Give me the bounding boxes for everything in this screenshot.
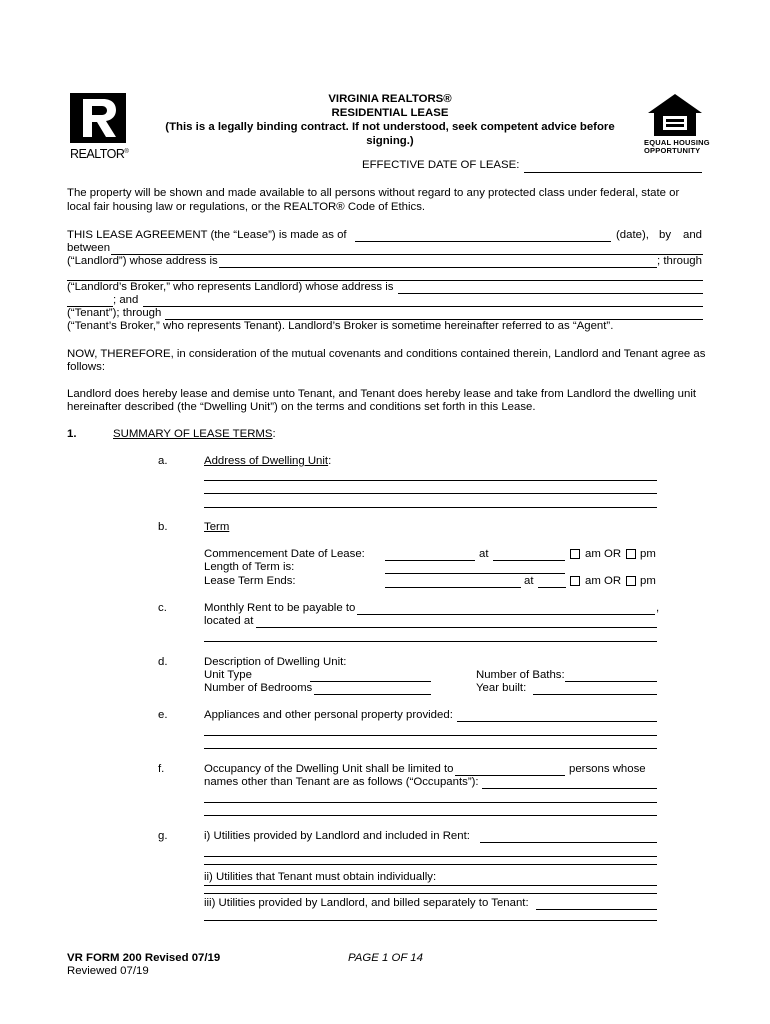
ends-at: at [524, 575, 534, 587]
commencement-at: at [479, 548, 489, 560]
realtor-logo-text: REALTOR® [70, 147, 129, 162]
landlord-broker-label: (“Landlord’s Broker,” who represents Landlord) whose address is [67, 281, 394, 293]
bedrooms-label: Number of Bedrooms [204, 682, 313, 694]
form-id: VR FORM 200 Revised 07/19 [67, 952, 221, 964]
utilities-included-line-2[interactable] [204, 856, 657, 857]
warning-line-1: (This is a legally binding contract. If not understood, seek competent advice before [165, 121, 615, 133]
ends-time-field[interactable] [538, 587, 566, 588]
item-b-label: Term [204, 521, 230, 533]
org-name: VIRGINIA REALTORS® [328, 93, 452, 105]
effective-date-field[interactable] [524, 172, 702, 173]
occupants-field[interactable] [482, 788, 657, 789]
address-line-3[interactable] [204, 507, 657, 508]
landlord-broker-address-field[interactable] [398, 293, 703, 294]
tenant-through-label: (“Tenant”); through [67, 307, 162, 319]
equal-housing-icon [646, 93, 704, 137]
year-built-label: Year built: [476, 682, 527, 694]
tenant-name-field[interactable] [143, 306, 703, 307]
appliances-line-2[interactable] [204, 735, 657, 736]
agreement-date-label: (date), [616, 229, 649, 241]
tenant-broker-text: (“Tenant’s Broker,” who represents Tenant). Landlord’s Broker is sometime hereinafter referred to as “Agent”. [67, 320, 614, 332]
address-line-2[interactable] [204, 493, 657, 494]
ends-am-label: am OR [585, 575, 622, 587]
item-e-letter: e. [158, 709, 168, 721]
landlord-address-label: (“Landlord”) whose address is [67, 255, 218, 267]
description-label: Description of Dwelling Unit: [204, 656, 347, 668]
realtor-r-icon [70, 93, 126, 143]
ends-label: Lease Term Ends: [204, 575, 296, 587]
eho-text-2: OPPORTUNITY [644, 146, 701, 155]
item-d-letter: d. [158, 656, 168, 668]
ends-pm-checkbox[interactable] [626, 576, 636, 586]
ends-am-checkbox[interactable] [570, 576, 580, 586]
item-f-letter: f. [158, 763, 165, 775]
appliances-label: Appliances and other personal property provided: [204, 709, 453, 721]
landlord-address-field[interactable] [219, 267, 657, 268]
item-a-letter: a. [158, 455, 168, 467]
year-built-field[interactable] [533, 694, 657, 695]
agreement-and: and [683, 229, 703, 241]
commencement-am-checkbox[interactable] [570, 549, 580, 559]
commencement-am-label: am OR [585, 548, 622, 560]
realtor-logo [70, 93, 126, 143]
unit-type-label: Unit Type [204, 669, 252, 681]
baths-label: Number of Baths: [476, 669, 565, 681]
address-line-1[interactable] [204, 480, 657, 481]
through-label: ; through [657, 255, 702, 267]
persons-whose-label: persons whose [569, 763, 646, 775]
fair-housing-line-2: local fair housing law or regulations, or the REALTOR® Code of Ethics. [67, 201, 426, 213]
agreement-date-field[interactable] [355, 241, 611, 242]
now-therefore-line-1: NOW, THEREFORE, in consideration of the mutual covenants and conditions contained therein, Landlord and Tenant agree as [67, 348, 706, 360]
utilities-tenant-label: ii) Utilities that Tenant must obtain individually: [204, 871, 437, 883]
warning-line-2: signing.) [366, 135, 414, 147]
occupancy-label: Occupancy of the Dwelling Unit shall be limited to [204, 763, 454, 775]
fair-housing-line-1: The property will be shown and made available to all persons without regard to any protected class under federal, state or [67, 187, 680, 199]
rent-payee-field[interactable] [357, 614, 655, 615]
length-label: Length of Term is: [204, 561, 295, 573]
item-g-letter: g. [158, 830, 168, 842]
utilities-included-field[interactable] [480, 842, 657, 843]
now-therefore-line-2: follows: [67, 361, 105, 373]
demise-line-2: hereinafter described (the “Dwelling Unit”) on the terms and conditions set forth in this Lease. [67, 401, 536, 413]
bedrooms-field[interactable] [314, 694, 431, 695]
utilities-included-line-3[interactable] [204, 864, 657, 865]
located-field[interactable] [256, 627, 657, 628]
located-field-2[interactable] [204, 641, 657, 642]
appliances-field[interactable] [457, 721, 657, 722]
agreement-by: by [659, 229, 672, 241]
demise-line-1: Landlord does hereby lease and demise unto Tenant, and Tenant does hereby lease and take from Landlord the dwelling unit [67, 388, 697, 400]
page-number: PAGE 1 OF 14 [348, 952, 423, 964]
effective-date-label: EFFECTIVE DATE OF LEASE: [362, 159, 520, 171]
eho-text-1: EQUAL HOUSING [644, 138, 710, 147]
appliances-line-3[interactable] [204, 748, 657, 749]
section-number: 1. [67, 428, 77, 440]
reviewed-date: Reviewed 07/19 [67, 965, 149, 977]
ends-date-field[interactable] [385, 587, 521, 588]
agreement-text: THIS LEASE AGREEMENT (the “Lease”) is made as of [67, 229, 347, 241]
item-b-letter: b. [158, 521, 168, 533]
utilities-tenant-field[interactable] [204, 885, 657, 886]
between-label: between [67, 242, 111, 254]
rent-label: Monthly Rent to be payable to [204, 602, 356, 614]
form-title: RESIDENTIAL LEASE [331, 107, 449, 119]
occupants-line-3[interactable] [204, 815, 657, 816]
unit-type-field[interactable] [310, 681, 431, 682]
commencement-date-field[interactable] [385, 560, 475, 561]
item-a-label: Address of Dwelling Unit: [204, 455, 332, 467]
occupants-label: names other than Tenant are as follows (“Occupants”): [204, 776, 479, 788]
and-label: ; and [113, 294, 139, 306]
length-field[interactable] [385, 573, 565, 574]
baths-field[interactable] [565, 681, 657, 682]
utilities-included-label: i) Utilities provided by Landlord and included in Rent: [204, 830, 470, 842]
section-title: SUMMARY OF LEASE TERMS: [113, 428, 276, 440]
utilities-billed-line-2[interactable] [204, 920, 657, 921]
utilities-tenant-line-2[interactable] [204, 893, 657, 894]
rent-comma: , [656, 602, 660, 614]
located-label: located at [204, 615, 254, 627]
ends-pm-label: pm [640, 575, 656, 587]
utilities-billed-label: iii) Utilities provided by Landlord, and billed separately to Tenant: [204, 897, 529, 909]
commencement-label: Commencement Date of Lease: [204, 548, 365, 560]
utilities-billed-field[interactable] [536, 909, 657, 910]
occupants-line-2[interactable] [204, 802, 657, 803]
commencement-time-field[interactable] [493, 560, 565, 561]
commencement-pm-checkbox[interactable] [626, 549, 636, 559]
commencement-pm-label: pm [640, 548, 656, 560]
item-c-letter: c. [158, 602, 167, 614]
